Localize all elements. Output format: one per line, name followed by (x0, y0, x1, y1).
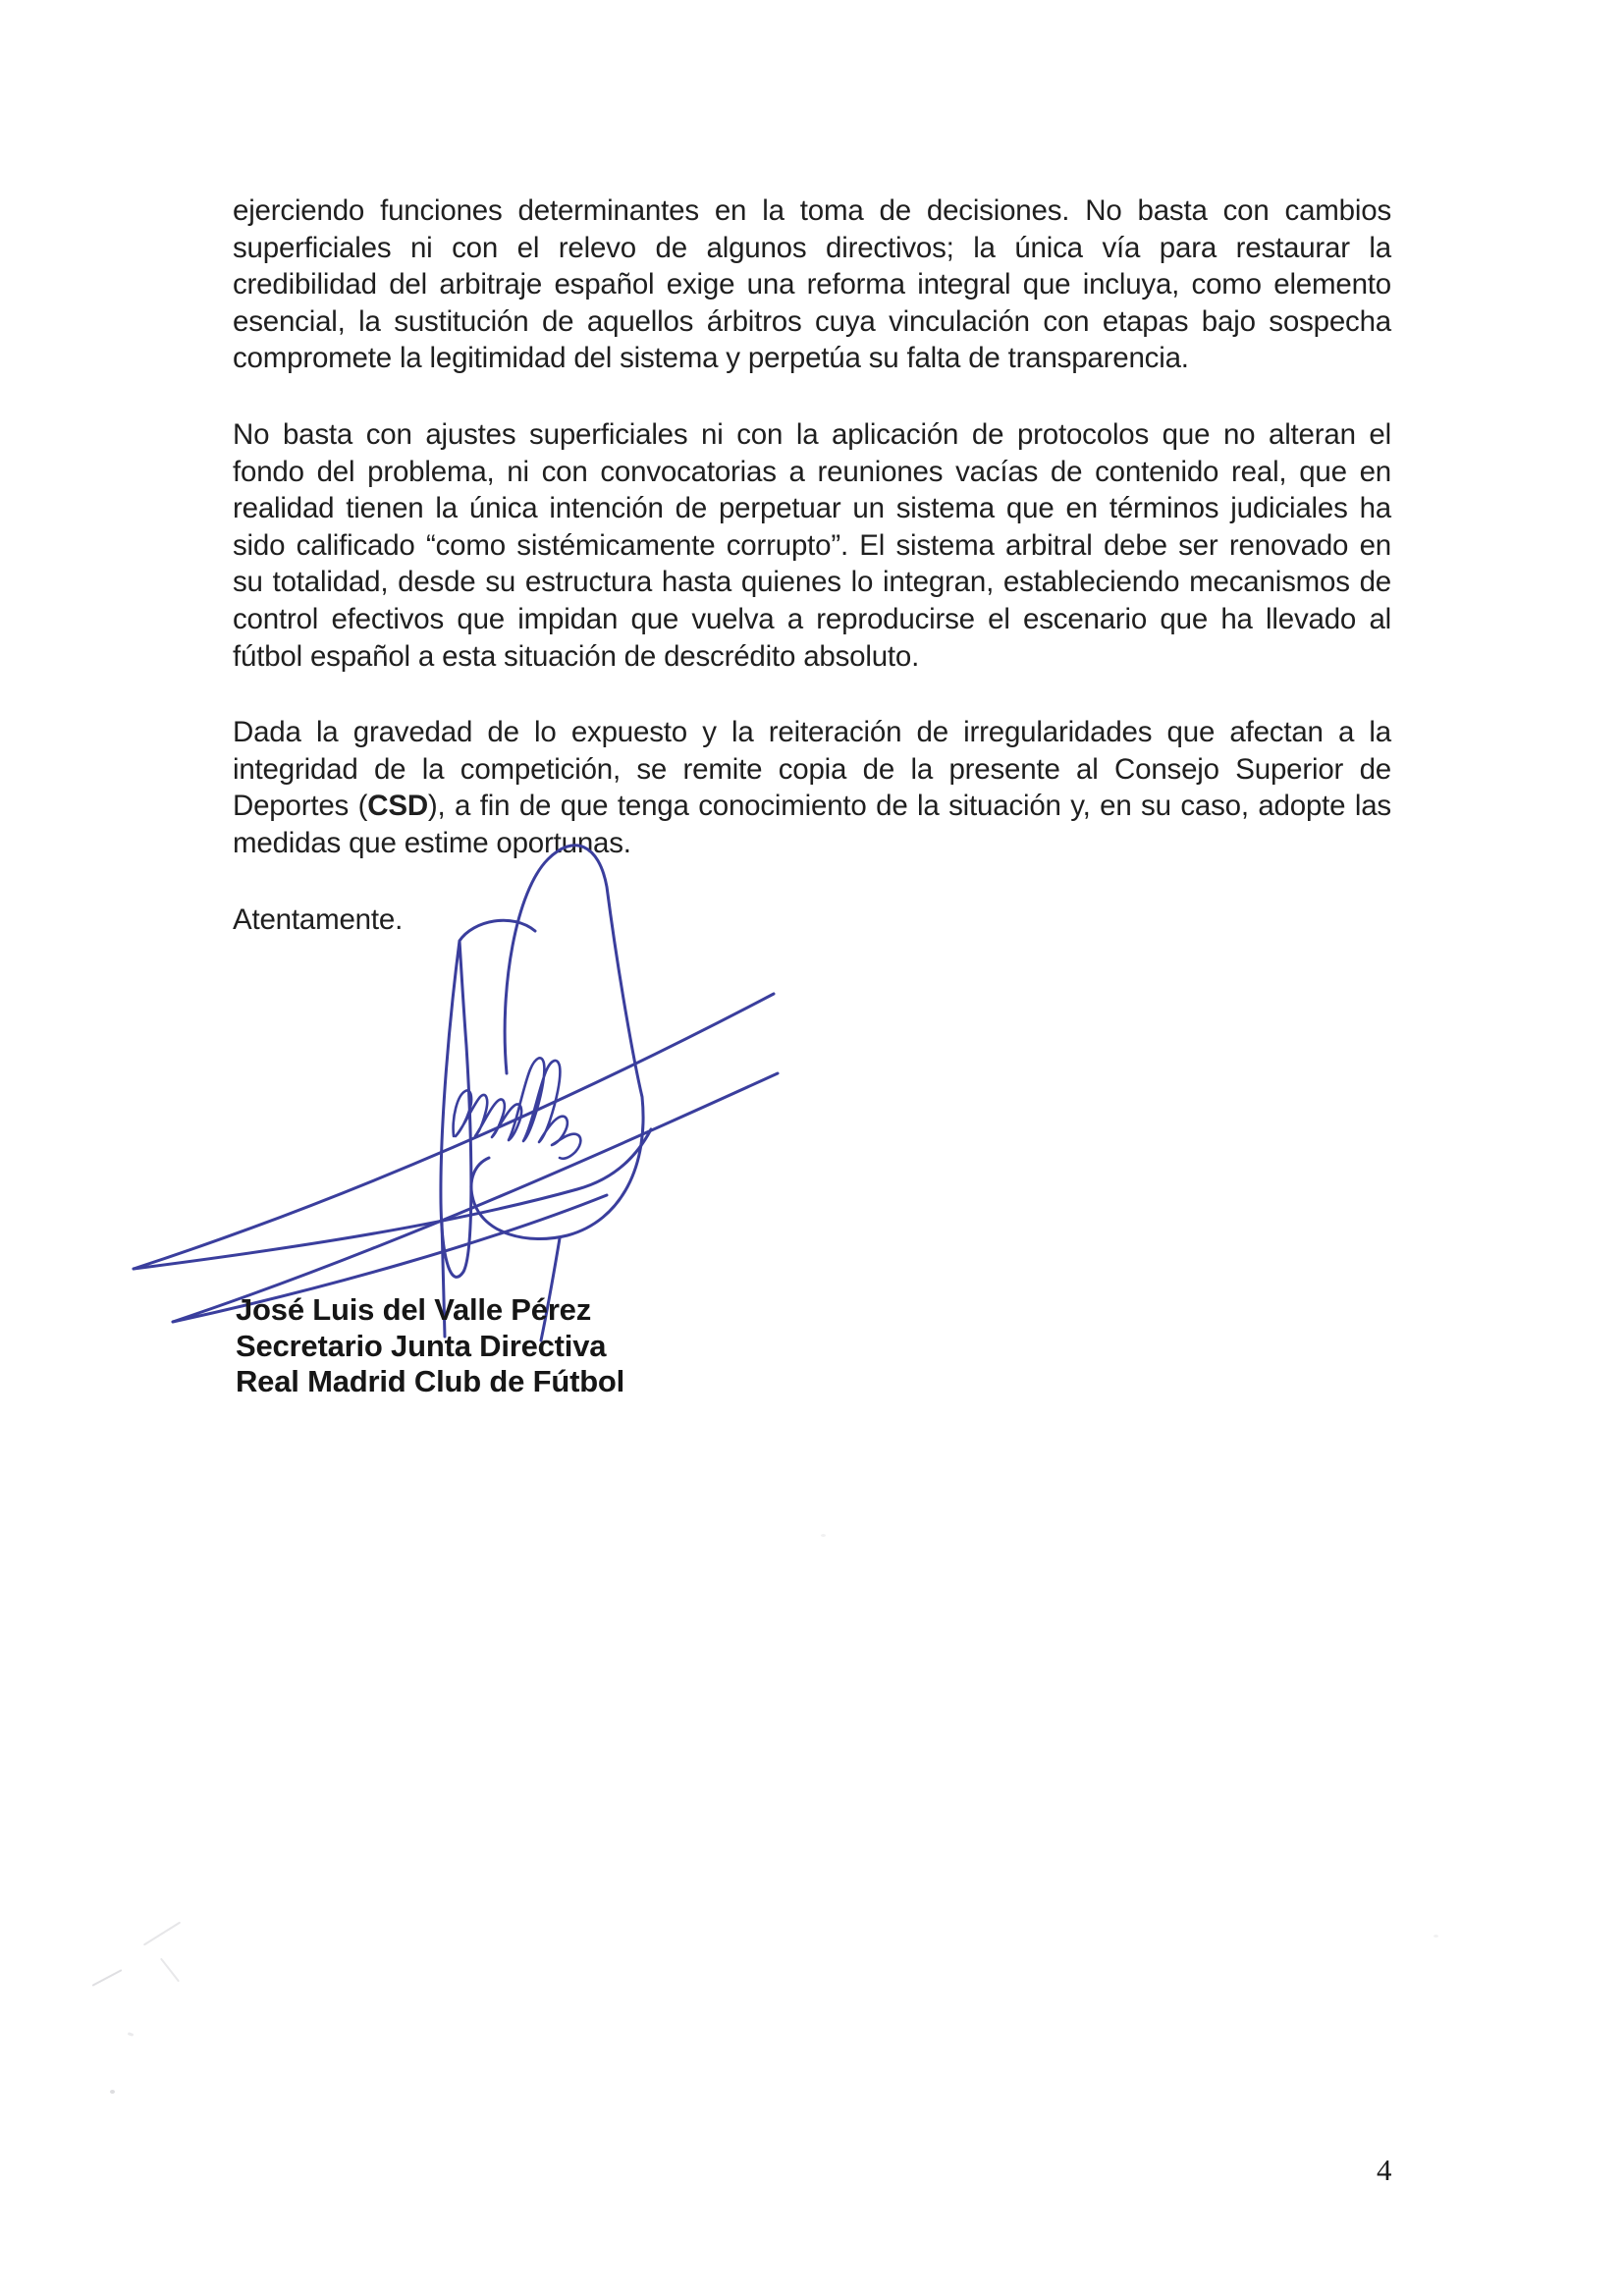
closing-salutation: Atentamente. (233, 902, 404, 936)
signature-stroke (134, 994, 774, 1269)
letter-body (233, 192, 1391, 938)
signature-stroke (134, 1129, 651, 1269)
page-number: 4 (1377, 2153, 1392, 2187)
signature-stroke (173, 1073, 778, 1322)
signer-organization: Real Madrid Club de Fútbol (236, 1364, 625, 1398)
paragraph-2: No basta con ajustes superficiales ni con la aplicación de protocolos que no alteran el fondo del problema, ni con convocatorias a reuniones vacías de contenido real, que en realidad tienen la única intención de perpetuar un sistema que en términos judiciales ha sido calificado “como sistémicamente corrupto”. El sistema arbitral debe ser renovado en su totalidad, desde su estructura hasta quienes lo integran, estableciendo mecanismos de control efectivos que impidan que vuelva a reproducirse el escenario que ha llevado al fútbol español a esta situación de descrédito absoluto. (233, 417, 1391, 673)
signature-block (236, 1292, 624, 1400)
signer-name: José Luis del Valle Pérez (236, 1292, 592, 1327)
signer-title: Secretario Junta Directiva (236, 1328, 607, 1363)
csd-abbreviation: CSD (367, 790, 428, 823)
scan-smudge (128, 2032, 135, 2037)
paragraph-3-text-post: ), a fin de que tenga conocimiento de la situación y, en su caso, adopte las medidas que estime oportunas. (233, 790, 1391, 859)
signature-stroke (454, 1058, 581, 1158)
scan-smudge (821, 1534, 826, 1537)
signature-stroke (441, 920, 535, 1277)
paragraph-3-text-pre: Dada la gravedad de lo expuesto y la reiteración de irregularidades que afectan a la integridad de la competición, se remite copia de la presente al Consejo Superior de Deportes ( (233, 716, 1391, 823)
scan-smudge (92, 1969, 123, 1987)
scan-smudge (143, 1921, 181, 1945)
scan-smudge (110, 2090, 115, 2094)
scan-smudge (160, 1958, 180, 1983)
paragraph-1: ejerciendo funciones determinantes en la toma de decisiones. No basta con cambios superficiales ni con el relevo de algunos directivos; la única vía para restaurar la credibilidad del arbitraje español exige una reforma integral que incluya, como elemento esencial, la sustitución de aquellos árbitros cuya vinculación con etapas bajo sospecha compromete la legitimidad del sistema y perpetúa su falta de transparencia. (233, 194, 1391, 375)
scan-smudge (1434, 1935, 1438, 1938)
paragraph-3 (233, 714, 1391, 861)
